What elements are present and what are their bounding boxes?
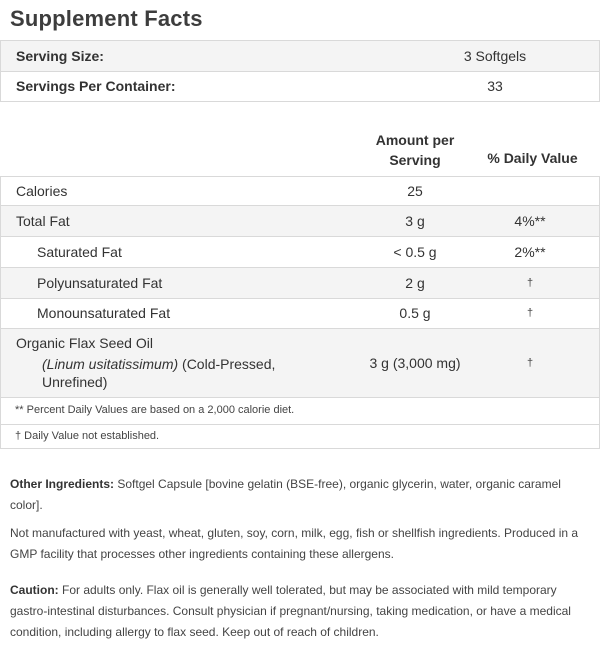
footnote-row (0, 425, 600, 447)
table-row (0, 268, 600, 298)
other-ingredients-label: Other Ingredients: (10, 477, 115, 491)
divider (0, 448, 600, 449)
nutrient-name: Calories (16, 183, 68, 199)
other-ingredients-text: Softgel Capsule [bovine gelatin (BSE-free), organic glycerin, water, organic caramel color]. (10, 477, 561, 512)
nutrient-amount: 3 g (405, 213, 425, 229)
nutrient-detail: (Cold-Pressed, Unrefined) (42, 356, 276, 390)
amount-per-serving-header (345, 130, 485, 170)
caution-label: Caution: (10, 583, 59, 597)
allergen-statement: Not manufactured with yeast, wheat, gluten, soy, corn, milk, egg, fish or shellfish ingredients. Produced in a GMP facility that processes other ingredients containing these allergens. (10, 526, 579, 561)
nutrient-name: Total Fat (16, 213, 70, 229)
servings-per-container-value: 33 (487, 78, 503, 94)
nutrient-dv: † (526, 277, 534, 289)
table-row (0, 299, 600, 328)
nutrient-name: Organic Flax Seed Oil (16, 335, 153, 351)
header-text: Amount per (375, 132, 455, 148)
table-border (0, 40, 1, 102)
table-row (0, 206, 600, 236)
table-row (0, 237, 600, 267)
serving-size-row (0, 41, 600, 71)
servings-per-container-label: Servings Per Container: (16, 78, 176, 94)
footnote-daily-values: ** Percent Daily Values are based on a 2,000 calorie diet. (15, 404, 295, 416)
nutrient-amount: < 0.5 g (393, 244, 437, 260)
divider (0, 101, 600, 102)
nutrient-name: Monounsaturated Fat (37, 305, 171, 321)
nutrient-dv: 4%** (514, 213, 546, 229)
nutrient-name: Saturated Fat (37, 244, 122, 260)
nutrient-amount: 25 (407, 183, 423, 199)
footnote-not-established: † Daily Value not established. (15, 430, 160, 442)
table-row (0, 329, 600, 397)
nutrient-amount: 3 g (3,000 mg) (369, 355, 461, 371)
serving-size-value: 3 Softgels (463, 48, 527, 64)
footnote-row (0, 398, 600, 424)
nutrient-amount: 0.5 g (399, 305, 431, 321)
nutrient-name: Polyunsaturated Fat (37, 275, 163, 291)
latin-name: (Linum usitatissimum) (42, 356, 179, 372)
daily-value-header: % Daily Value (487, 150, 578, 166)
nutrient-dv: † (526, 357, 534, 369)
other-ingredients (10, 474, 590, 516)
nutrient-dv: 2%** (514, 244, 546, 260)
servings-per-container-row (0, 72, 600, 101)
caution-statement (10, 580, 590, 643)
table-border (0, 176, 1, 449)
nutrient-amount: 2 g (405, 275, 425, 291)
serving-size-label: Serving Size: (16, 48, 104, 64)
header-text: Serving (389, 152, 441, 168)
page-title: Supplement Facts (10, 6, 203, 31)
table-row (0, 177, 600, 205)
caution-text: For adults only. Flax oil is generally well tolerated, but may be associated with mild temporary gastro-intestinal disturbances. Consult physician if pregnant/nursing, taking medication, or have a medical condition, including allergy to flax seed. Keep out of reach of children. (10, 583, 571, 639)
nutrient-description (42, 355, 302, 391)
nutrient-dv: † (526, 307, 534, 319)
